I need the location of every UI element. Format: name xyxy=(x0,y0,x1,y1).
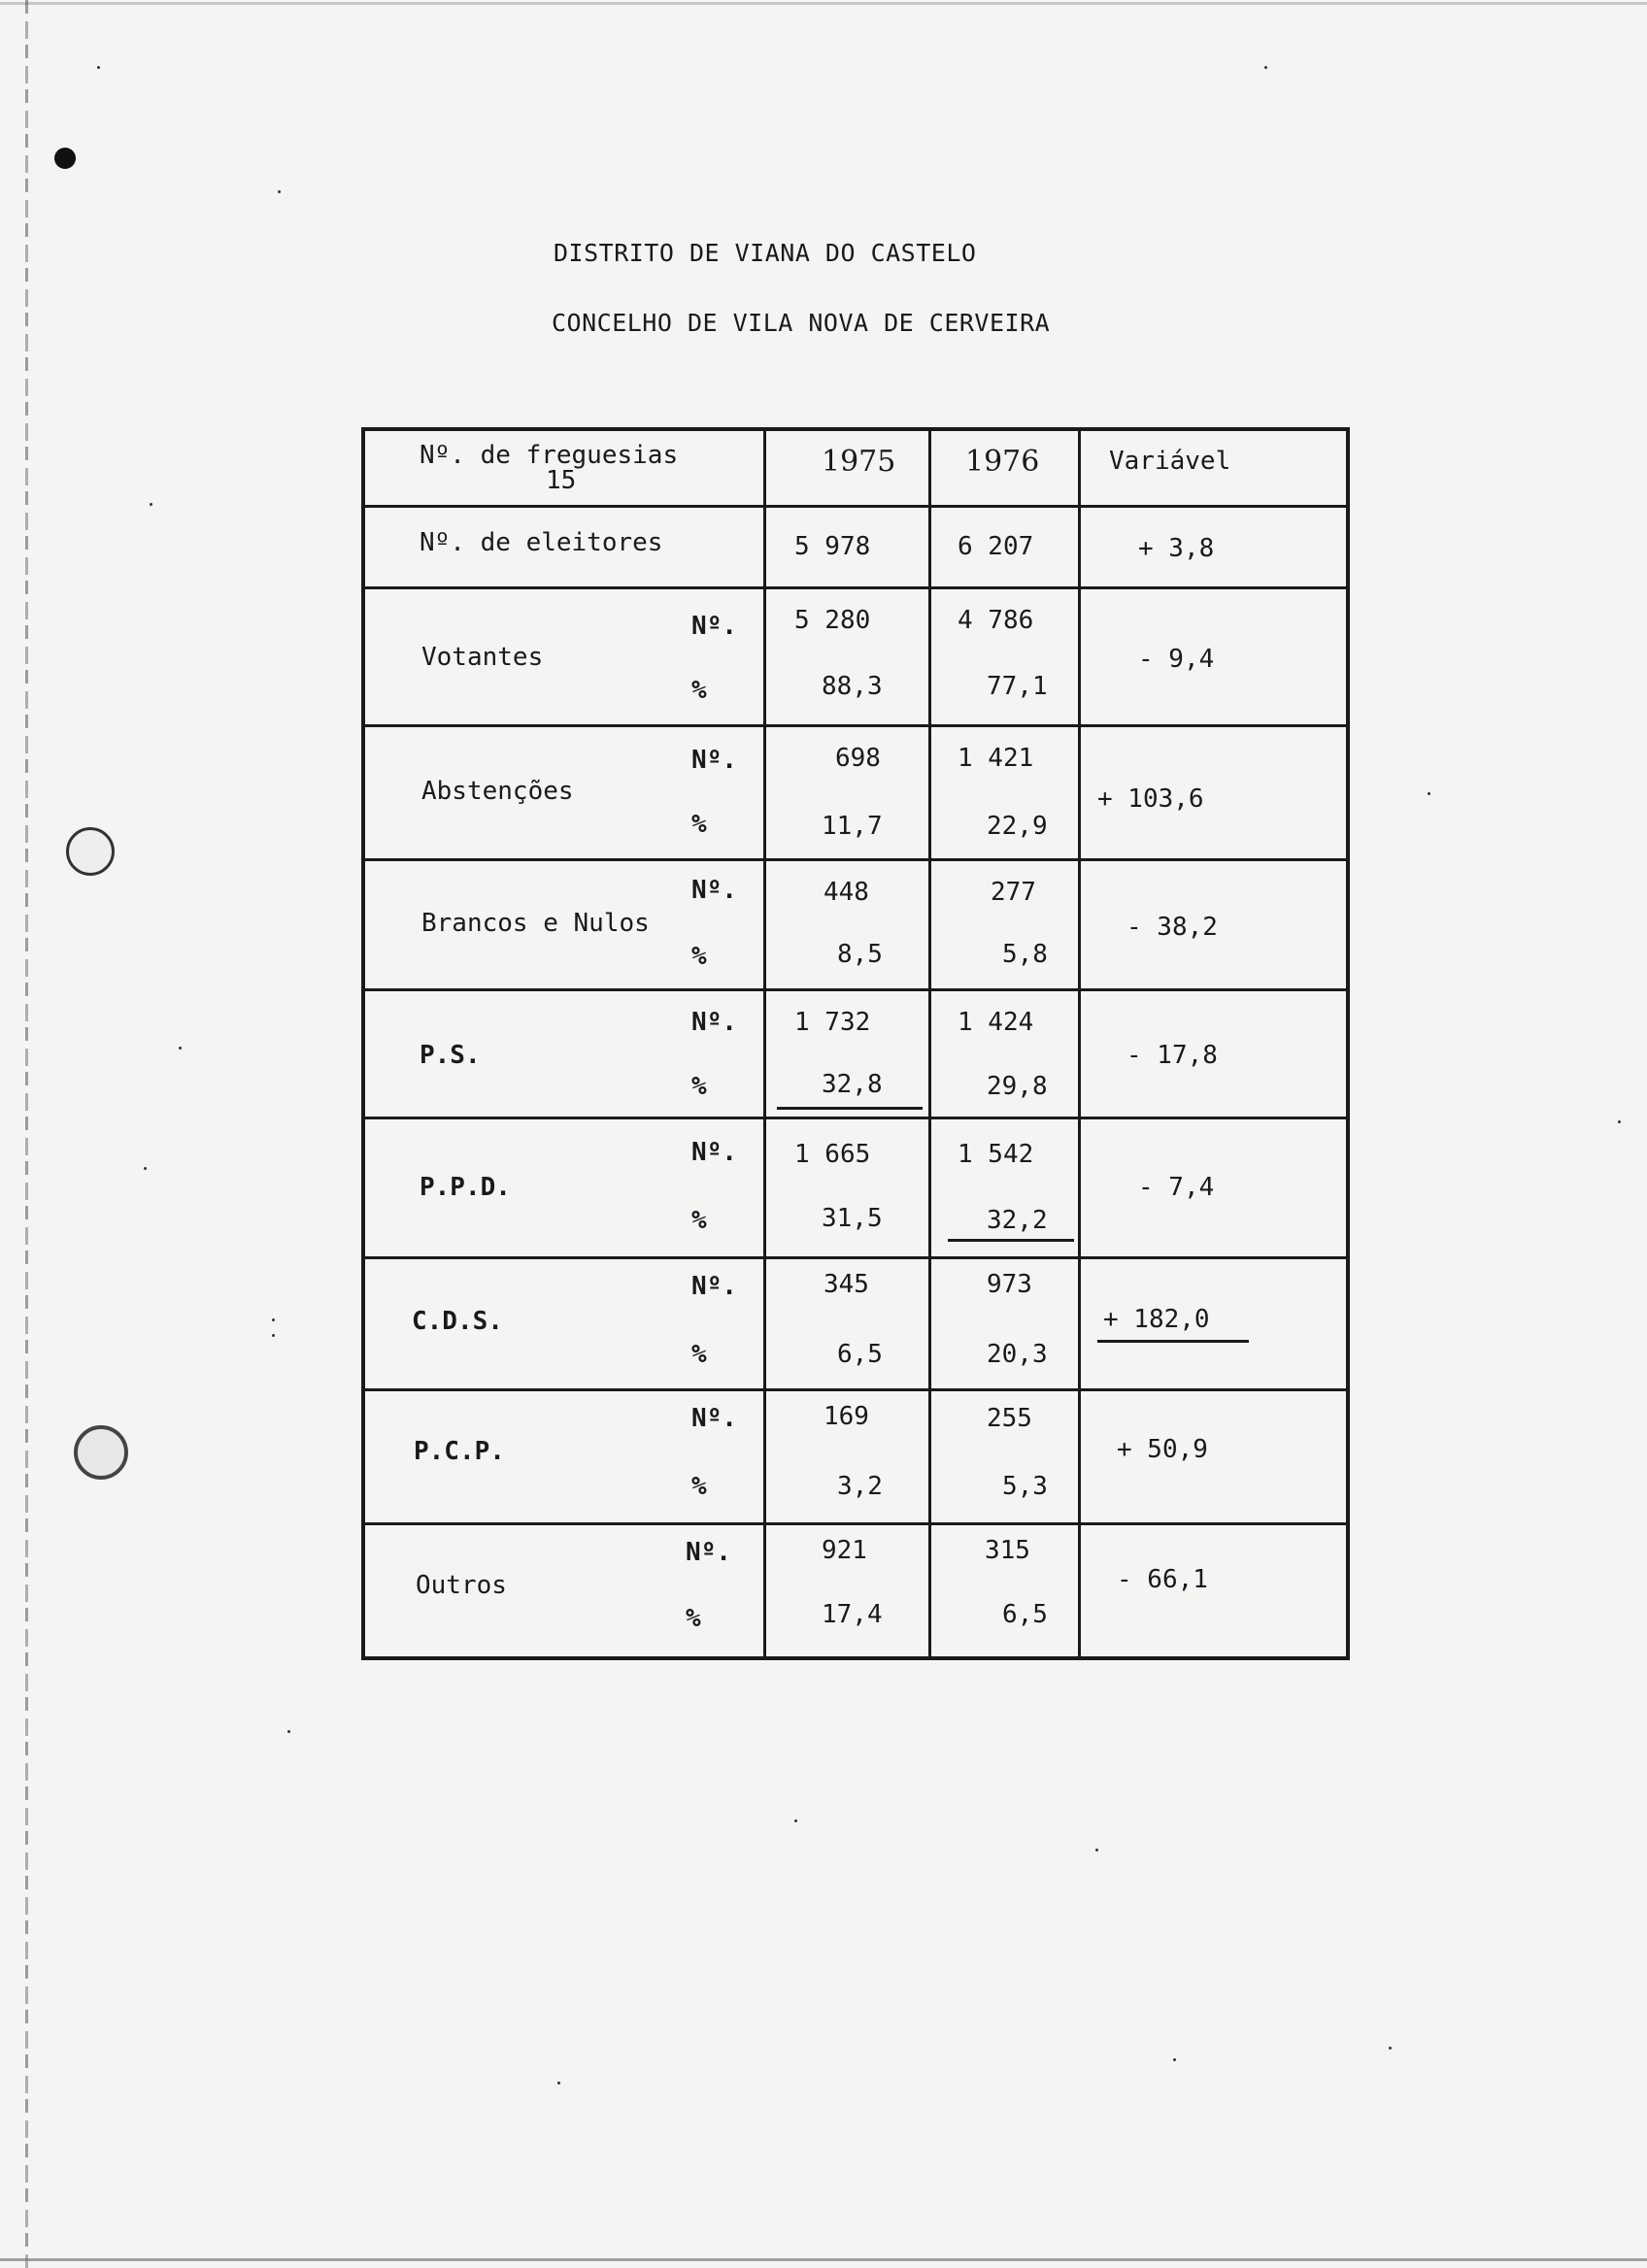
count-1976: 277 xyxy=(991,878,1036,907)
pct-label: % xyxy=(691,1472,707,1501)
count-1976: 973 xyxy=(987,1270,1032,1299)
row-divider xyxy=(361,1117,1350,1119)
row-divider xyxy=(361,1256,1350,1259)
table-border-bottom xyxy=(361,1656,1350,1660)
pct-label: % xyxy=(691,942,707,971)
pct-label: % xyxy=(691,810,707,839)
bottom-edge xyxy=(0,2258,1647,2261)
header-variavel: Variável xyxy=(1109,447,1231,476)
pct-1975: 17,4 xyxy=(822,1600,883,1629)
pct-1975: 32,8 xyxy=(822,1070,883,1099)
count-1975: 345 xyxy=(824,1270,869,1299)
row-label: C.D.S. xyxy=(412,1307,503,1336)
num-label: Nº. xyxy=(691,876,737,905)
eleitores-variavel: + 3,8 xyxy=(1138,534,1215,563)
underline xyxy=(777,1107,923,1110)
num-label: Nº. xyxy=(691,1404,737,1433)
header-freguesias-label: Nº. de freguesias xyxy=(420,441,679,470)
pct-1975: 11,7 xyxy=(822,812,883,841)
pct-1976: 20,3 xyxy=(987,1340,1048,1369)
count-1975: 448 xyxy=(824,878,869,907)
col-divider xyxy=(1078,427,1081,1660)
variation: + 50,9 xyxy=(1117,1435,1208,1464)
freguesias-count: 15 xyxy=(546,466,577,495)
district-title: DISTRITO DE VIANA DO CASTELO xyxy=(554,239,977,267)
num-label: Nº. xyxy=(691,1272,737,1301)
count-1975: 921 xyxy=(822,1536,867,1565)
row-label: P.C.P. xyxy=(414,1437,505,1466)
pct-1976: 22,9 xyxy=(987,812,1048,841)
row-label: Votantes xyxy=(421,643,544,672)
pct-label: % xyxy=(686,1604,701,1633)
num-label: Nº. xyxy=(686,1538,731,1567)
scan-speck xyxy=(1389,2047,1392,2050)
left-edge xyxy=(25,0,28,2268)
count-1976: 255 xyxy=(987,1404,1032,1433)
scan-speck xyxy=(794,1819,797,1822)
scan-speck xyxy=(1428,792,1430,795)
municipality-title: CONCELHO DE VILA NOVA DE CERVEIRA xyxy=(552,309,1051,337)
count-1975: 169 xyxy=(824,1402,869,1431)
table-border-right xyxy=(1346,427,1350,1660)
punch-hole xyxy=(74,1425,128,1480)
variation: - 7,4 xyxy=(1138,1173,1215,1202)
num-label: Nº. xyxy=(691,1008,737,1037)
header-1975: 1975 xyxy=(822,445,896,479)
row-divider xyxy=(361,724,1350,727)
pct-1975: 88,3 xyxy=(822,672,883,701)
pct-label: % xyxy=(691,676,707,705)
row-label: Abstenções xyxy=(421,777,574,806)
scan-speck xyxy=(557,2082,560,2085)
row-divider xyxy=(361,586,1350,589)
pct-1975: 8,5 xyxy=(837,940,883,969)
header-1976: 1976 xyxy=(965,445,1040,479)
scan-speck xyxy=(278,190,281,193)
row-label: Brancos e Nulos xyxy=(421,909,650,938)
row-divider xyxy=(361,1388,1350,1391)
scan-speck xyxy=(150,503,152,506)
scan-speck xyxy=(1173,2058,1176,2061)
pct-1976: 29,8 xyxy=(987,1072,1048,1101)
scan-speck xyxy=(97,66,100,69)
pct-label: % xyxy=(691,1206,707,1235)
scan-speck xyxy=(272,1318,275,1321)
count-1976: 315 xyxy=(985,1536,1030,1565)
pct-1976: 5,8 xyxy=(1002,940,1048,969)
scan-speck xyxy=(272,1334,275,1337)
eleitores-label: Nº. de eleitores xyxy=(420,528,663,557)
num-label: Nº. xyxy=(691,746,737,775)
count-1976: 1 542 xyxy=(958,1140,1034,1169)
count-1976: 4 786 xyxy=(958,606,1034,635)
pct-label: % xyxy=(691,1340,707,1369)
row-label: P.P.D. xyxy=(420,1173,511,1202)
pct-1976: 6,5 xyxy=(1002,1600,1048,1629)
pct-1976: 5,3 xyxy=(1002,1472,1048,1501)
variation: + 103,6 xyxy=(1097,784,1204,814)
count-1976: 1 421 xyxy=(958,744,1034,773)
row-divider xyxy=(361,858,1350,861)
top-edge xyxy=(0,2,1647,5)
table-border-left xyxy=(361,427,365,1660)
punch-hole xyxy=(66,827,115,876)
num-label: Nº. xyxy=(691,612,737,641)
scan-speck xyxy=(1618,1120,1621,1123)
count-1975: 5 280 xyxy=(794,606,871,635)
scan-speck xyxy=(1264,66,1267,69)
col-divider xyxy=(763,427,766,1660)
pct-1975: 31,5 xyxy=(822,1204,883,1233)
scan-speck xyxy=(144,1167,147,1170)
eleitores-1976: 6 207 xyxy=(958,532,1034,561)
row-divider xyxy=(361,1522,1350,1525)
table-border-top xyxy=(361,427,1350,431)
scan-speck xyxy=(179,1047,182,1050)
underline xyxy=(948,1239,1074,1242)
pct-1976: 77,1 xyxy=(987,672,1048,701)
count-1975: 1 665 xyxy=(794,1140,871,1169)
row-label: Outros xyxy=(416,1571,507,1600)
variation: - 17,8 xyxy=(1126,1041,1218,1070)
count-1976: 1 424 xyxy=(958,1008,1034,1037)
pct-1975: 3,2 xyxy=(837,1472,883,1501)
num-label: Nº. xyxy=(691,1138,737,1167)
punch-hole-dot xyxy=(54,148,76,169)
count-1975: 1 732 xyxy=(794,1008,871,1037)
eleitores-1975: 5 978 xyxy=(794,532,871,561)
variation: - 9,4 xyxy=(1138,645,1215,674)
variation: - 66,1 xyxy=(1117,1565,1208,1594)
row-divider xyxy=(361,988,1350,991)
header-freguesias xyxy=(420,443,678,493)
col-divider xyxy=(928,427,931,1660)
pct-1976: 32,2 xyxy=(987,1206,1048,1235)
row-label: P.S. xyxy=(420,1041,481,1070)
row-divider xyxy=(361,505,1350,508)
count-1975: 698 xyxy=(835,744,881,773)
pct-label: % xyxy=(691,1072,707,1101)
pct-1975: 6,5 xyxy=(837,1340,883,1369)
underline xyxy=(1097,1340,1249,1343)
variation: - 38,2 xyxy=(1126,913,1218,942)
scan-speck xyxy=(287,1730,290,1733)
scan-speck xyxy=(1095,1849,1098,1851)
variation: + 182,0 xyxy=(1103,1305,1210,1334)
